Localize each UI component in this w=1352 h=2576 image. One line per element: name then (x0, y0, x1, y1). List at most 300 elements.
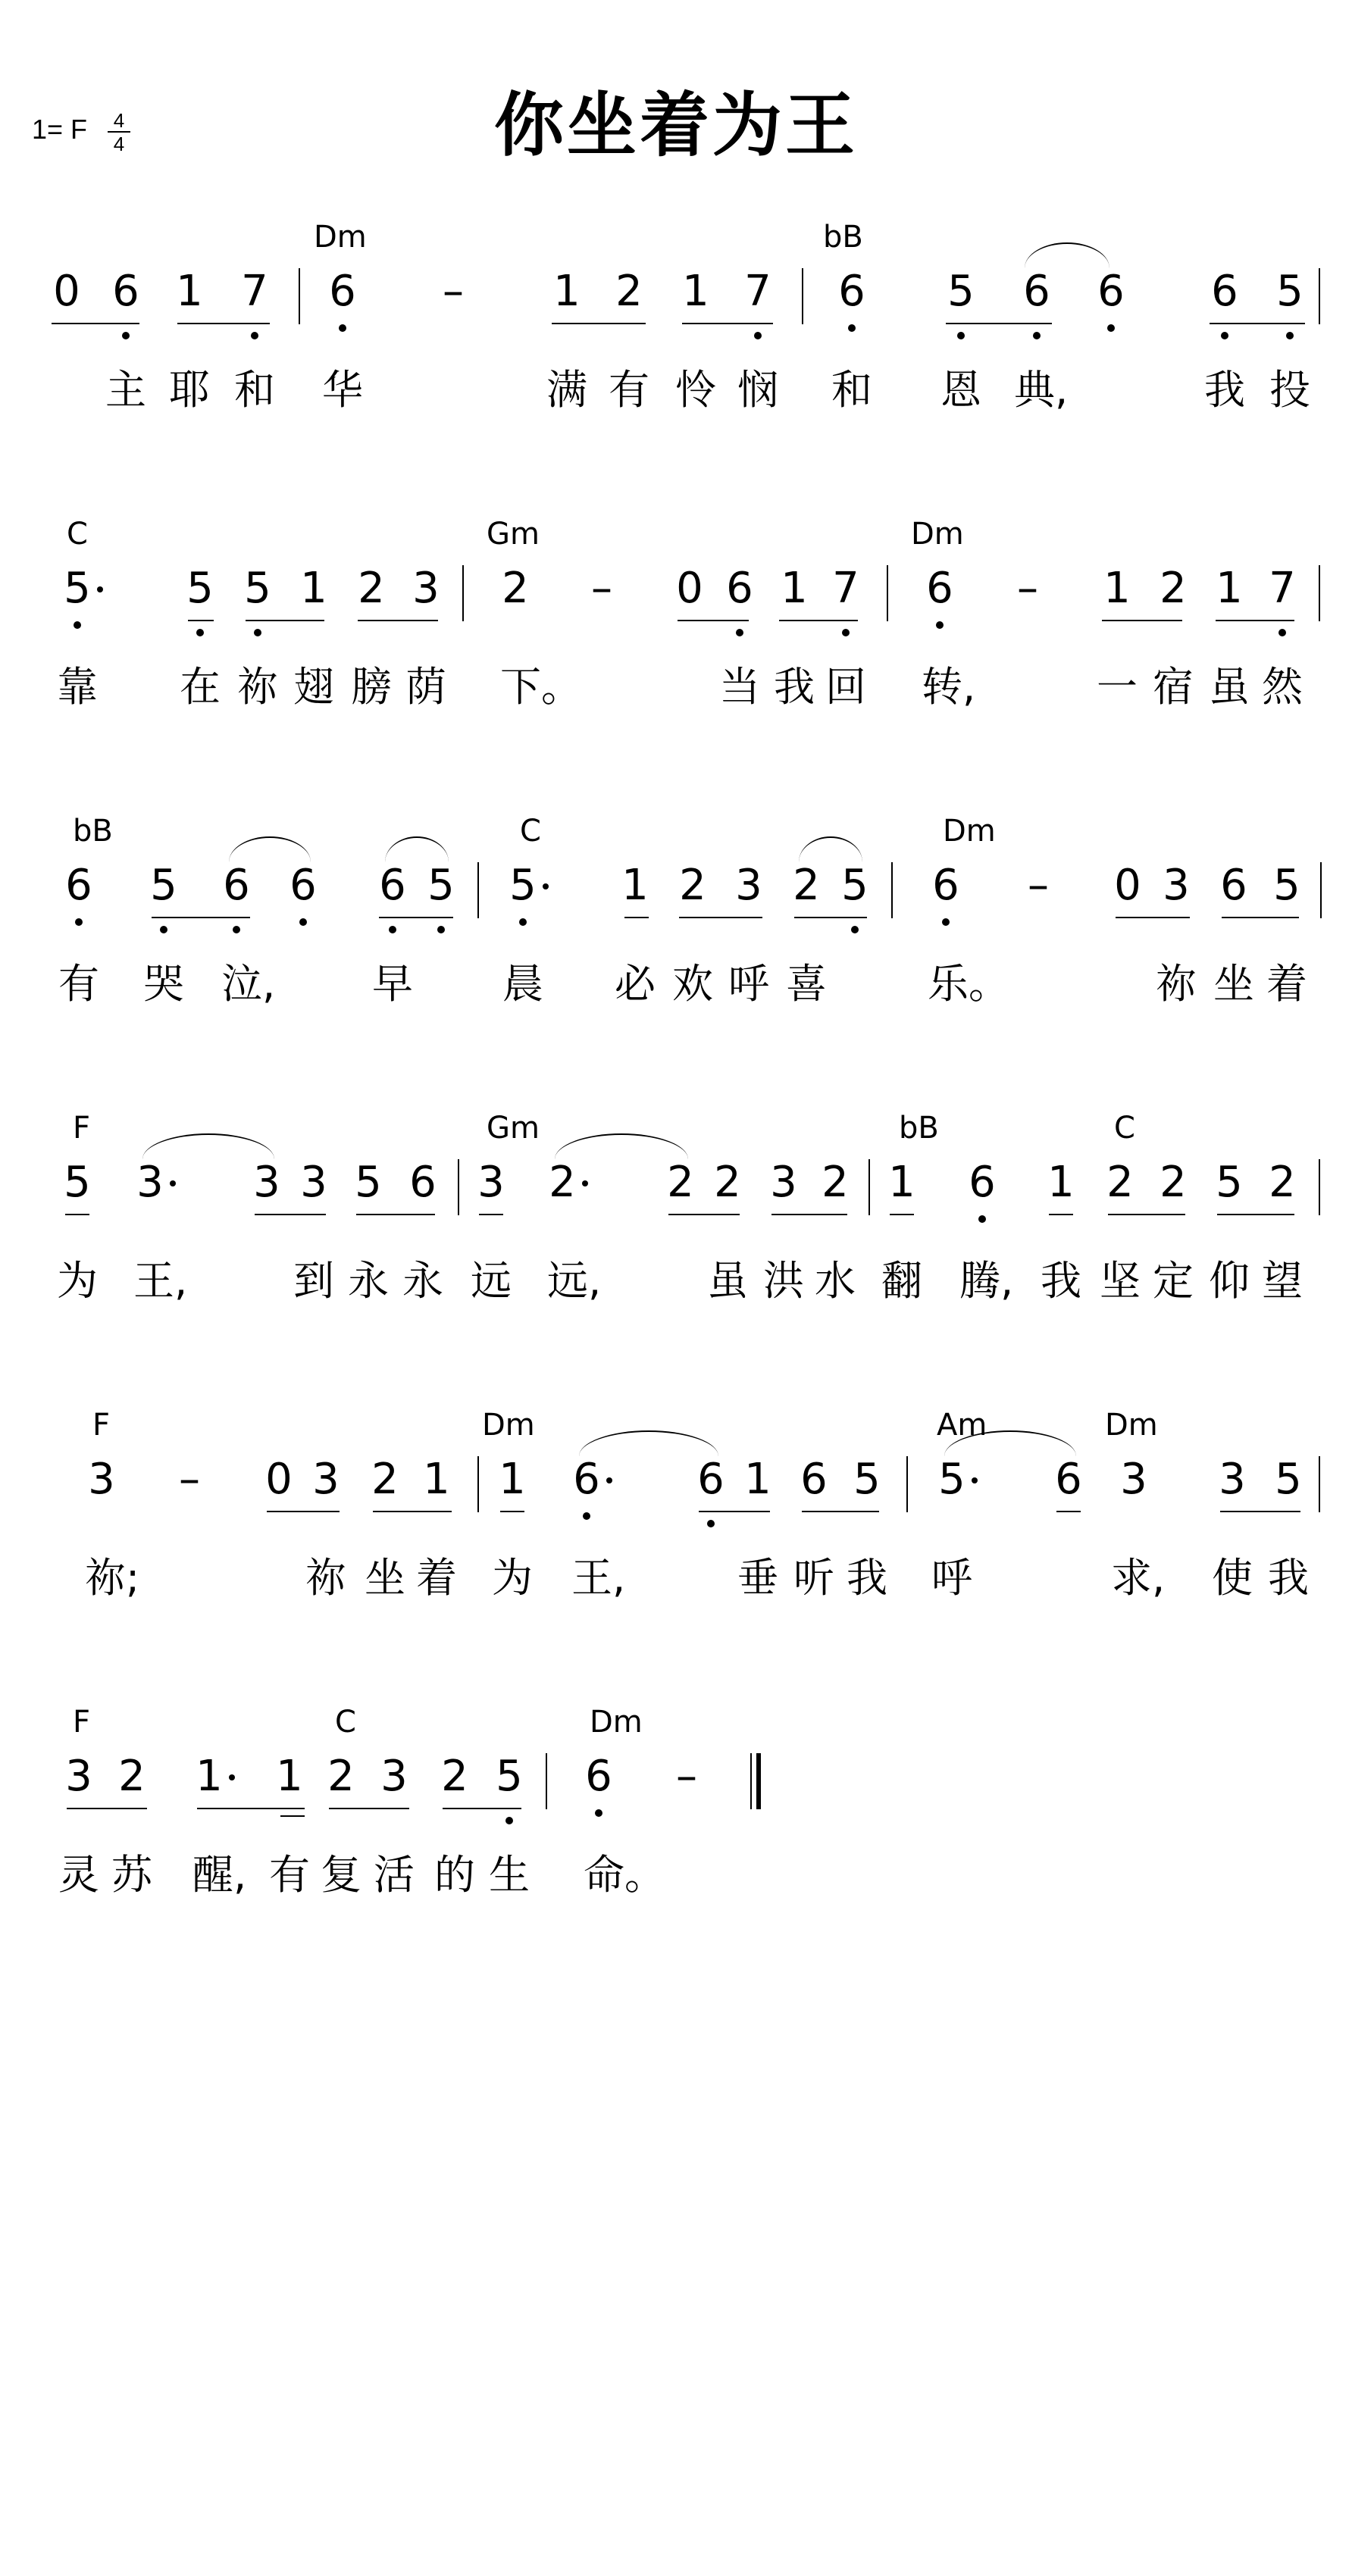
lyric-char: 华 (322, 366, 363, 414)
note: 1 (621, 861, 649, 910)
lower-octave-dot (707, 1520, 715, 1527)
note: 3 (1163, 861, 1190, 910)
lyric-char: 复 (321, 1851, 361, 1899)
lyric-char: 苏 (111, 1851, 152, 1899)
barline (546, 1753, 547, 1809)
lyric-char: 生 (489, 1851, 530, 1899)
augmentation-dot (972, 1477, 978, 1483)
note: 1 (423, 1455, 450, 1504)
barline (1319, 1159, 1320, 1215)
note: 2 (1106, 1158, 1134, 1207)
note: 1 (1216, 564, 1243, 613)
eighth-underline (1216, 620, 1294, 621)
lyric-char: 和 (234, 366, 275, 414)
lyric-char: 翻 (881, 1257, 922, 1305)
note: 2 (822, 1158, 849, 1207)
lyric-char: 我 (1204, 366, 1245, 414)
lower-octave-dot (122, 332, 130, 339)
lower-octave-dot (936, 621, 944, 629)
note: 1 (744, 1455, 771, 1504)
note: 3 (412, 564, 440, 613)
lower-octave-dot (1221, 332, 1228, 339)
eighth-underline (1108, 1214, 1185, 1215)
lyric-char: 靠 (57, 663, 98, 711)
note: 1 (176, 267, 203, 316)
note: 0 (53, 267, 80, 316)
eighth-underline (794, 917, 867, 918)
note: 5 (1216, 1158, 1243, 1207)
time-signature-bottom: 4 (113, 133, 125, 155)
eighth-underline (679, 917, 762, 918)
tie-slur (1025, 242, 1109, 268)
lyric-char: 望 (1262, 1257, 1303, 1305)
note: 6 (329, 267, 356, 316)
note: 0 (676, 564, 703, 613)
lyric-char: 呼 (728, 960, 769, 1008)
lyric-char: 虽 (707, 1257, 748, 1305)
staff-row (0, 1705, 1352, 2002)
eighth-underline (1102, 620, 1182, 621)
eighth-underline (197, 1808, 305, 1809)
note: 5 (186, 564, 214, 613)
lyric-char: 祢 (305, 1554, 346, 1602)
augmentation-dot (606, 1477, 612, 1483)
lower-octave-dot (736, 629, 743, 636)
barline (1319, 1456, 1320, 1512)
lower-octave-dot (842, 629, 850, 636)
lower-octave-dot (160, 926, 167, 933)
eighth-underline (1049, 1214, 1073, 1215)
note: 3 (477, 1158, 505, 1207)
note: 3 (1120, 1455, 1147, 1504)
note: 5 (1273, 861, 1300, 910)
lower-octave-dot (389, 926, 396, 933)
lower-octave-dot (254, 629, 261, 636)
lower-octave-dot (583, 1512, 590, 1520)
tie-slur (229, 836, 311, 862)
chord-symbol: C (335, 1705, 356, 1740)
eighth-underline (1222, 917, 1299, 918)
augmentation-dot (170, 1180, 176, 1186)
eighth-underline (500, 1511, 524, 1512)
eighth-underline (267, 1511, 340, 1512)
time-signature (108, 111, 130, 154)
lyric-char: 转, (922, 663, 976, 711)
lyric-char: 我 (847, 1554, 887, 1602)
lyric-char: 虽 (1209, 663, 1250, 711)
lyric-char: 永 (348, 1257, 389, 1305)
augmentation-dot (97, 586, 103, 592)
augmentation-dot (543, 883, 549, 889)
sustain-dash: – (443, 267, 464, 316)
lyric-char: 着 (416, 1554, 457, 1602)
note: 2 (679, 861, 706, 910)
note: 2 (358, 564, 385, 613)
eighth-underline (678, 620, 749, 621)
note: 1 (888, 1158, 915, 1207)
augmentation-dot (229, 1774, 235, 1780)
lyric-char: 为 (492, 1554, 533, 1602)
barline (299, 268, 300, 324)
eighth-underline (682, 323, 773, 324)
lyric-char: 为 (57, 1257, 98, 1305)
note: 5 (841, 861, 868, 910)
lower-octave-dot (851, 926, 859, 933)
lyric-char: 祢 (237, 663, 278, 711)
eighth-underline (52, 323, 139, 324)
note: 6 (112, 267, 139, 316)
lower-octave-dot (1286, 332, 1294, 339)
lyric-char: 醒, (192, 1851, 247, 1899)
chord-symbol: C (520, 814, 541, 849)
chord-symbol: bB (823, 220, 863, 255)
barline (1319, 565, 1320, 621)
eighth-underline (356, 1214, 435, 1215)
lyric-char: 一 (1097, 663, 1138, 711)
lyric-char: 垂 (737, 1554, 778, 1602)
lyric-char: 使 (1212, 1554, 1253, 1602)
lyric-char: 晨 (502, 960, 543, 1008)
eighth-underline (771, 1214, 847, 1215)
note: 7 (744, 267, 771, 316)
lyric-char: 必 (615, 960, 656, 1008)
lyric-char: 命。 (584, 1851, 665, 1899)
note: 6 (838, 267, 865, 316)
eighth-underline (1056, 1511, 1081, 1512)
lyric-char: 膀 (351, 663, 392, 711)
lower-octave-dot (251, 332, 258, 339)
note: 1 (1047, 1158, 1075, 1207)
eighth-underline (358, 620, 438, 621)
chord-symbol: C (67, 517, 88, 552)
eighth-underline (177, 323, 270, 324)
note: 5 (427, 861, 455, 910)
lyric-char: 腾, (959, 1257, 1014, 1305)
note: 5 (1276, 267, 1303, 316)
lyric-char: 荫 (405, 663, 446, 711)
sixteenth-underline (280, 1815, 305, 1817)
lyric-char: 着 (1266, 960, 1307, 1008)
note: 2 (615, 267, 643, 316)
song-title: 你坐着为王 (493, 85, 858, 166)
note: 0 (1114, 861, 1141, 910)
tie-slur (142, 1133, 274, 1159)
note: 0 (265, 1455, 293, 1504)
note: 5 (509, 861, 537, 910)
note: 2 (714, 1158, 741, 1207)
note: 3 (136, 1158, 164, 1207)
lyric-char: 耶 (169, 366, 210, 414)
lower-octave-dot (942, 918, 950, 926)
eighth-underline (479, 1214, 503, 1215)
note: 7 (1269, 564, 1296, 613)
note: 2 (1160, 564, 1187, 613)
eighth-underline (246, 620, 324, 621)
eighth-underline (802, 1511, 879, 1512)
sustain-dash: – (179, 1455, 200, 1504)
lyric-char: 翅 (293, 663, 334, 711)
note: 3 (735, 861, 762, 910)
lyric-char: 有 (609, 366, 649, 414)
lyric-char: 活 (374, 1851, 415, 1899)
lyric-char: 和 (831, 366, 872, 414)
barline (891, 862, 893, 918)
chord-symbol: F (73, 1705, 91, 1740)
lyric-char: 听 (793, 1554, 834, 1602)
eighth-underline (329, 1808, 409, 1809)
chord-symbol: Dm (482, 1408, 535, 1443)
lyric-char: 下。 (500, 663, 582, 711)
lyric-char: 主 (105, 366, 146, 414)
eighth-underline (890, 1214, 914, 1215)
barline (477, 862, 479, 918)
note: 1 (300, 564, 327, 613)
lower-octave-dot (74, 621, 81, 629)
note: 3 (65, 1752, 92, 1801)
eighth-underline (1210, 323, 1305, 324)
note: 1 (682, 267, 709, 316)
note: 5 (947, 267, 975, 316)
note: 1 (1103, 564, 1131, 613)
lyric-char: 我 (774, 663, 815, 711)
chord-symbol: Dm (314, 220, 367, 255)
lyric-char: 祢 (1156, 960, 1197, 1008)
staff-row (0, 220, 1352, 517)
chord-symbol: bB (73, 814, 113, 849)
key-signature: 1= F (32, 114, 88, 145)
eighth-underline (379, 917, 453, 918)
note: 6 (1055, 1455, 1082, 1504)
note: 6 (926, 564, 953, 613)
lyric-char: 我 (1268, 1554, 1309, 1602)
lyric-char: 王, (133, 1257, 188, 1305)
lyric-char: 远 (471, 1257, 512, 1305)
tie-slur (799, 836, 862, 862)
lyric-char: 当 (719, 663, 760, 711)
chord-symbol: F (73, 1111, 91, 1146)
note: 2 (1269, 1158, 1296, 1207)
note: 7 (832, 564, 859, 613)
note: 2 (667, 1158, 694, 1207)
eighth-underline (152, 917, 250, 918)
note: 6 (573, 1455, 600, 1504)
tie-slur (555, 1133, 688, 1159)
lyric-char: 在 (180, 663, 221, 711)
tie-slur (579, 1430, 718, 1456)
eighth-underline (1220, 1511, 1300, 1512)
chord-symbol: Dm (1105, 1408, 1158, 1443)
note: 5 (496, 1752, 523, 1801)
note: 2 (793, 861, 820, 910)
eighth-underline (624, 917, 649, 918)
lyric-char: 有 (58, 960, 99, 1008)
sustain-dash: – (676, 1752, 697, 1801)
lyric-char: 到 (293, 1257, 334, 1305)
lyric-char: 乐。 (928, 960, 1009, 1008)
lower-octave-dot (848, 324, 856, 332)
eighth-underline (373, 1511, 452, 1512)
lyric-char: 求, (1111, 1554, 1166, 1602)
lyric-char: 恩 (940, 366, 981, 414)
lyric-char: 水 (815, 1257, 856, 1305)
note: 6 (585, 1752, 612, 1801)
note: 1 (781, 564, 808, 613)
time-signature-top: 4 (113, 109, 125, 132)
note: 2 (327, 1752, 355, 1801)
lyric-char: 定 (1153, 1257, 1194, 1305)
note: 1 (499, 1455, 526, 1504)
note: 5 (355, 1158, 382, 1207)
lower-octave-dot (1107, 324, 1115, 332)
tie-slur (385, 836, 449, 862)
final-barline-thick (756, 1753, 761, 1809)
lyric-char: 满 (546, 366, 587, 414)
lower-octave-dot (339, 324, 346, 332)
final-barline-thin (750, 1753, 752, 1809)
chord-symbol: Dm (590, 1705, 643, 1740)
note: 2 (549, 1158, 576, 1207)
staff-row (0, 1111, 1352, 1408)
lyric-char: 坐 (1213, 960, 1254, 1008)
lower-octave-dot (595, 1809, 602, 1817)
chord-symbol: bB (899, 1111, 939, 1146)
chord-symbol: Am (937, 1408, 987, 1443)
sustain-dash: – (591, 564, 612, 613)
lyric-char: 典, (1014, 366, 1069, 414)
eighth-underline (668, 1214, 740, 1215)
lower-octave-dot (196, 629, 204, 636)
lyric-char: 悯 (737, 366, 778, 414)
lyric-char: 欢 (672, 960, 713, 1008)
lyric-char: 然 (1262, 663, 1303, 711)
lyric-char: 坚 (1100, 1257, 1141, 1305)
note: 5 (938, 1455, 965, 1504)
lyric-char: 仰 (1209, 1257, 1250, 1305)
eighth-underline (255, 1214, 326, 1215)
note: 6 (697, 1455, 725, 1504)
barline (458, 1159, 459, 1215)
barline (802, 268, 803, 324)
note: 3 (1219, 1455, 1246, 1504)
lyric-char: 远, (547, 1257, 602, 1305)
barline (1320, 862, 1322, 918)
lyric-char: 投 (1269, 366, 1310, 414)
barline (477, 1456, 479, 1512)
lower-octave-dot (233, 926, 240, 933)
note: 5 (64, 1158, 91, 1207)
note: 6 (1097, 267, 1125, 316)
chord-symbol: C (1114, 1111, 1135, 1146)
lyric-char: 早 (372, 960, 413, 1008)
lyric-char: 王, (571, 1554, 626, 1602)
lyric-char: 哭 (143, 960, 184, 1008)
chord-symbol: Dm (911, 517, 964, 552)
eighth-underline (1217, 1214, 1294, 1215)
eighth-underline (946, 323, 1052, 324)
staff-row (0, 814, 1352, 1111)
lower-octave-dot (1278, 629, 1286, 636)
note: 6 (726, 564, 753, 613)
eighth-underline (65, 1214, 89, 1215)
lyric-char: 永 (402, 1257, 443, 1305)
lyric-char: 我 (1041, 1257, 1081, 1305)
barline (462, 565, 464, 621)
sustain-dash: – (1028, 861, 1049, 910)
lower-octave-dot (957, 332, 965, 339)
lower-octave-dot (299, 918, 307, 926)
lyric-char: 呼 (931, 1554, 972, 1602)
lyric-char: 喜 (786, 960, 827, 1008)
lyric-char: 祢; (85, 1554, 140, 1602)
note: 2 (502, 564, 529, 613)
chord-symbol: Gm (487, 1111, 540, 1146)
note: 6 (1220, 861, 1247, 910)
chord-symbol: Gm (487, 517, 540, 552)
note: 3 (770, 1158, 797, 1207)
note: 6 (379, 861, 406, 910)
note: 2 (1160, 1158, 1187, 1207)
eighth-underline (1116, 917, 1190, 918)
note: 5 (853, 1455, 881, 1504)
lower-octave-dot (505, 1817, 513, 1824)
lower-octave-dot (754, 332, 762, 339)
note: 6 (289, 861, 317, 910)
lyric-char: 洪 (763, 1257, 804, 1305)
note: 3 (253, 1158, 280, 1207)
lyric-char: 灵 (58, 1851, 99, 1899)
chord-symbol: F (92, 1408, 111, 1443)
note: 6 (800, 1455, 828, 1504)
barline (906, 1456, 908, 1512)
lyric-char: 怜 (675, 366, 716, 414)
eighth-underline (699, 1511, 770, 1512)
note: 6 (223, 861, 250, 910)
lyric-char: 有 (269, 1851, 310, 1899)
note: 2 (118, 1752, 146, 1801)
note: 6 (969, 1158, 996, 1207)
note: 6 (932, 861, 959, 910)
eighth-underline (552, 323, 646, 324)
eighth-underline (67, 1808, 147, 1809)
eighth-underline (443, 1808, 521, 1809)
note: 5 (1275, 1455, 1302, 1504)
barline (868, 1159, 870, 1215)
note: 1 (276, 1752, 303, 1801)
note: 6 (1211, 267, 1238, 316)
augmentation-dot (582, 1180, 588, 1186)
note: 6 (1023, 267, 1050, 316)
lyric-char: 回 (825, 663, 866, 711)
eighth-underline (779, 620, 858, 621)
note: 3 (380, 1752, 408, 1801)
lower-octave-dot (437, 926, 445, 933)
note: 6 (65, 861, 92, 910)
eighth-underline (188, 620, 214, 621)
barline (1319, 268, 1320, 324)
note: 3 (88, 1455, 115, 1504)
note: 2 (441, 1752, 468, 1801)
chord-symbol: Dm (943, 814, 996, 849)
staff-row (0, 1408, 1352, 1705)
lyric-char: 宿 (1153, 663, 1194, 711)
note: 1 (553, 267, 581, 316)
note: 6 (409, 1158, 437, 1207)
note: 3 (312, 1455, 340, 1504)
lower-octave-dot (1033, 332, 1041, 339)
note: 5 (244, 564, 271, 613)
note: 5 (150, 861, 177, 910)
lower-octave-dot (978, 1215, 986, 1223)
